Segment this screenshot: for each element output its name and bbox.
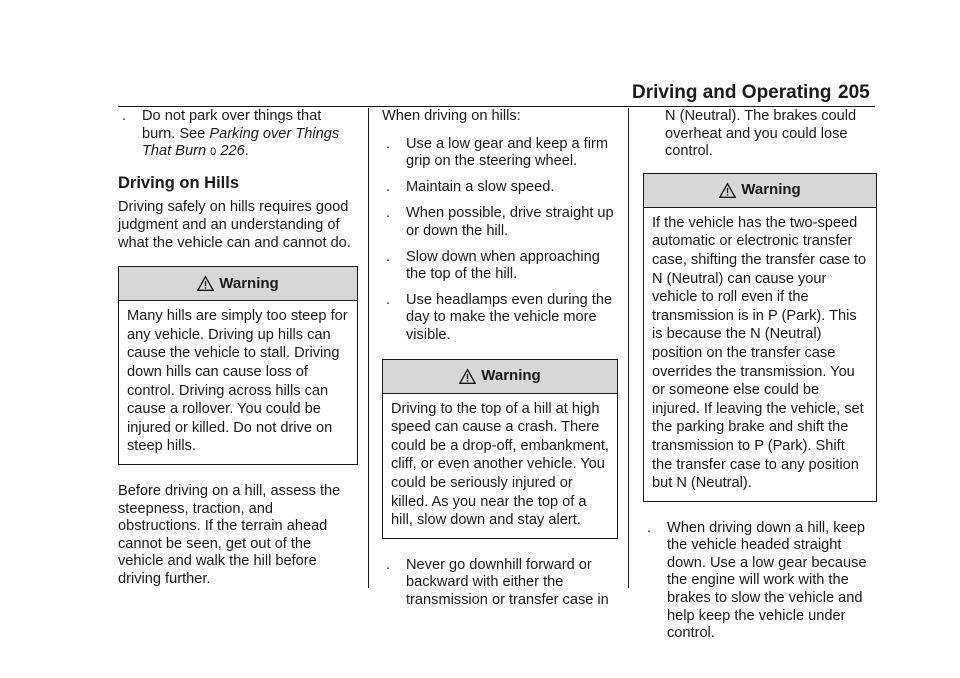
bullet-text: Use a low gear and keep a firm grip on the steering wheel.	[406, 135, 608, 170]
bullet-text: Maintain a slow speed.	[406, 178, 555, 195]
bullet-text: Do not park over things that burn. See	[142, 108, 322, 142]
paragraph: Before driving on a hill, assess the steepness, traction, and obstructions. If the terrain ahead cannot be seen, get out of the vehicle and walk the hill before driving further.	[118, 482, 341, 587]
bullet-marker: .	[122, 108, 127, 124]
bullet-marker: .	[386, 291, 391, 308]
warning-triangle-icon	[459, 368, 476, 385]
list-item	[382, 249, 618, 284]
warning-header	[119, 267, 357, 301]
warning-title: Warning	[741, 181, 801, 199]
column-divider	[368, 108, 369, 588]
bullet-marker: .	[386, 178, 391, 195]
cross-reference-link[interactable]: Parking over Things That Burn	[142, 125, 340, 160]
list-item	[118, 108, 358, 162]
section-heading: Driving on Hills	[118, 173, 240, 192]
list-item	[643, 520, 877, 643]
bullet-text: Never go downhill forward or backward with either the transmission or transfer case in	[406, 556, 609, 608]
list-item	[382, 205, 618, 240]
bullet-marker: .	[647, 519, 652, 536]
bullet-text: Slow down when approaching the top of the hill.	[406, 248, 600, 283]
header-rule	[118, 106, 875, 107]
cross-reference-page[interactable]: 226	[220, 143, 245, 160]
bullet-text: Use headlamps even during the day to make the vehicle more visible.	[406, 291, 613, 343]
warning-header	[383, 360, 617, 394]
bullet-text: When possible, drive straight up or down the hill.	[406, 205, 614, 239]
warning-triangle-icon	[197, 275, 214, 292]
warning-box	[643, 173, 877, 502]
column-1	[118, 108, 358, 588]
bullet-marker: .	[386, 205, 391, 222]
warning-title: Warning	[481, 367, 541, 385]
lead-paragraph: When driving on hills:	[382, 108, 521, 124]
bullet-end: .	[244, 143, 249, 160]
bullet-text: When driving down a hill, keep the vehicle headed straight down. Use a low gear because the engine will work with the brakes to slow the vehicle and help keep the vehicle under control.	[667, 519, 867, 642]
warning-body: Many hills are simply too steep for any vehicle. Driving up hills can cause the vehicle to stall. Driving down hills can cause loss of control. Driving across hills can cause a rollover. You could be injured or killed. Do not drive on steep hills.	[127, 308, 348, 455]
intro-paragraph: Driving safely on hills requires good judgment and an understanding of what the vehicle can and cannot do.	[118, 199, 351, 251]
warning-header	[644, 174, 876, 208]
warning-title: Warning	[219, 274, 279, 292]
list-item	[382, 136, 618, 171]
bullet-marker: .	[386, 135, 391, 152]
warning-box	[118, 266, 358, 465]
column-3	[643, 108, 877, 651]
list-item	[382, 292, 618, 345]
warning-body: Driving to the top of a hill at high speed can cause a crash. There could be a drop-off, embankment, cliff, or even another vehicle. You could be seriously injured or killed. As you near the top of a hill, slow down and stay alert.	[391, 400, 609, 529]
list-item	[382, 557, 618, 610]
page-number: 205	[838, 82, 870, 103]
section-title: Driving and Operating	[632, 82, 832, 103]
continuation-text: N (Neutral). The brakes could overheat and you could lose control.	[665, 108, 857, 160]
warning-triangle-icon	[719, 182, 736, 199]
warning-box	[382, 359, 618, 539]
page-ref-icon: 0	[210, 146, 217, 159]
column-2	[382, 108, 618, 617]
list-item	[382, 179, 618, 197]
column-divider	[628, 108, 629, 588]
bullet-marker: .	[386, 556, 391, 573]
bullet-marker: .	[386, 248, 391, 265]
warning-body: If the vehicle has the two-speed automatic or electronic transfer case, shifting the transfer case to N (Neutral) can cause your vehicle to roll even if the transmission is in P (Park). This is because the N (Neutral) position on the transfer case overrides the transmission. You or someone else could be injured. If leaving the vehicle, set the parking brake and shift the transmission to P (Park). Shift the transfer case to any position but N (Neutral).	[652, 214, 867, 492]
